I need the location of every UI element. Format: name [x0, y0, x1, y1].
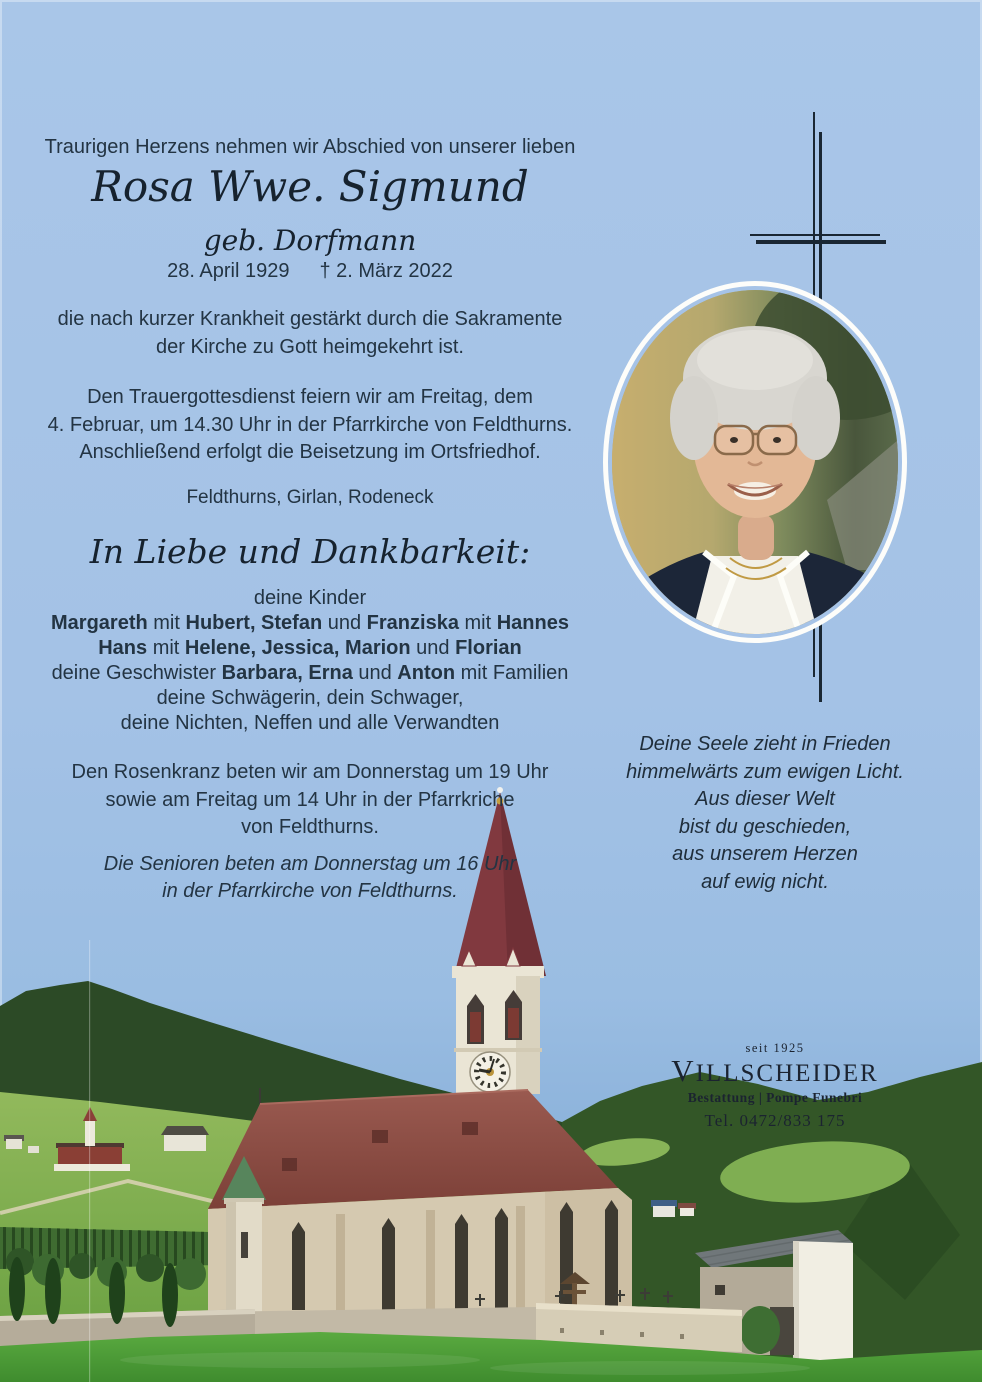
fold-line — [89, 940, 90, 1382]
logo-since: seit 1925 — [745, 1041, 805, 1055]
seniors-line-1: Die Senioren beten am Donnerstag um 16 Uhr — [103, 853, 517, 875]
rosary-line-2: sowie am Freitag um 14 Uhr in der Pfarrkriche — [105, 788, 515, 811]
memorial-poem — [600, 731, 930, 896]
service-line-3: Anschließend erfolgt die Beisetzung im Ortsfriedhof. — [79, 441, 541, 463]
service-announcement — [10, 384, 610, 467]
portrait-illustration — [612, 290, 898, 634]
seniors-line-2: in der Pfarrkirche von Feldthurns. — [162, 880, 458, 902]
poem-line: auf ewig nicht. — [701, 870, 829, 893]
logo-phone: Tel. 0472/833 175 — [704, 1111, 846, 1130]
portrait-photo — [612, 290, 898, 634]
family-line: deine Nichten, Neffen und alle Verwandten — [120, 712, 500, 734]
death-date: † 2. März 2022 — [319, 260, 453, 282]
intro-line: Traurigen Herzens nehmen wir Abschied von unserer lieben — [44, 136, 576, 158]
rosary-line-3: von Feldthurns. — [241, 816, 379, 838]
poem-line: Aus dieser Welt — [695, 788, 835, 810]
seniors-announcement — [10, 851, 610, 905]
poem-line: aus unserem Herzen — [672, 843, 858, 865]
passing-line-1: die nach kurzer Krankheit gestärkt durch die Sakramente — [57, 308, 563, 330]
logo-subtitle: Bestattung | Pompe Funebri — [687, 1090, 863, 1105]
birth-date: 28. April 1929 — [167, 260, 290, 282]
service-line-1: Den Trauergottesdienst feiern wir am Freitag, dem — [87, 386, 533, 408]
maiden-name: geb. Dorfmann — [203, 224, 417, 257]
poem-line: himmelwärts zum ewigen Licht. — [626, 760, 904, 783]
poem-line: bist du geschieden, — [678, 815, 852, 838]
poem-line: Deine Seele zieht in Frieden — [639, 733, 891, 755]
family-heading: deine Kinder — [253, 587, 367, 609]
deceased-name: Rosa Wwe. Sigmund — [91, 162, 529, 211]
logo-name: VILLSCHEIDER — [671, 1053, 879, 1088]
passing-line-2: der Kirche zu Gott heimgekehrt ist. — [156, 335, 464, 358]
rosary-announcement — [10, 759, 610, 842]
gratitude-heading: In Liebe und Dankbarkeit: — [89, 532, 531, 571]
service-line-2: 4. Februar, um 14.30 Uhr in der Pfarrkirche von Feldthurns. — [47, 413, 573, 436]
family-line: deine Geschwister Barbara, Erna und Anton mit Familien — [51, 662, 569, 684]
family-line: Margareth mit Hubert, Stefan und Franziska mit Hannes — [51, 612, 569, 634]
life-dates — [10, 260, 610, 283]
rosary-line-1: Den Rosenkranz beten wir am Donnerstag um 19 Uhr — [71, 761, 549, 783]
passing-text — [10, 306, 610, 361]
family-line: deine Schwägerin, dein Schwager, — [156, 687, 464, 709]
family-list — [10, 586, 610, 736]
cross-horizontal-thick — [756, 240, 886, 244]
family-line: Hans mit Helene, Jessica, Marion und Florian — [98, 637, 522, 659]
funeral-home-logo — [640, 1041, 910, 1131]
places-line: Feldthurns, Girlan, Rodeneck — [186, 487, 434, 508]
cross-horizontal-thin — [750, 234, 880, 236]
